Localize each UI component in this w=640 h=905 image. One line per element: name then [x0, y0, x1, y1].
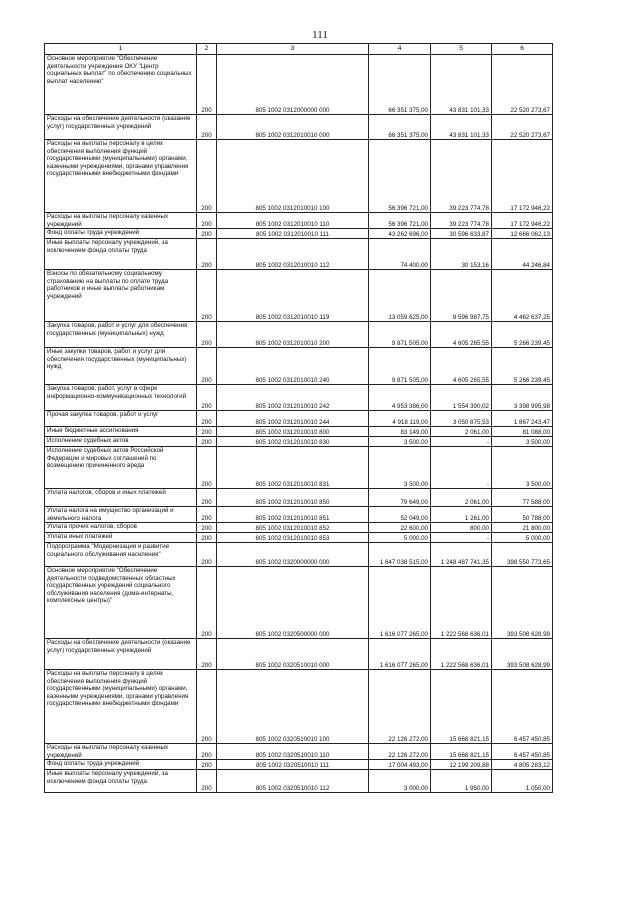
table-row — [45, 229, 553, 239]
row-line-code: 200 — [197, 543, 217, 567]
table-row — [45, 543, 553, 567]
row-name: Расходы на выплаты персоналу казенных учреждений — [45, 744, 197, 760]
row-budget-code: 805 1002 0312010010 851 — [217, 507, 369, 523]
row-budget-code: 805 1002 0320510010 000 — [217, 639, 369, 670]
row-executed: 1 222 568 636,01 — [431, 639, 492, 670]
row-line-code: 200 — [197, 533, 217, 543]
table-row — [45, 140, 553, 213]
row-approved: 1 647 038 515,00 — [369, 543, 431, 567]
table-row — [45, 533, 553, 543]
table-row — [45, 639, 553, 670]
row-line-code: 200 — [197, 213, 217, 229]
row-budget-code: 805 1002 0320510010 100 — [217, 670, 369, 744]
row-line-code: 200 — [197, 427, 217, 437]
table-row — [45, 213, 553, 229]
row-name: Взносы по обязательному социальному страхованию на выплаты по оплате труда работников и иные выплаты работникам учреждений — [45, 270, 197, 322]
row-budget-code: 805 1002 0312010010 200 — [217, 322, 369, 348]
row-budget-code: 805 1002 0312010010 830 — [217, 437, 369, 447]
row-name: Основное мероприятие "Обеспечение деятельности подведомственных областных государственных учреждений социального обслуживания населения (дома-интернаты, комплексные центры)" — [45, 567, 197, 639]
row-line-code: 200 — [197, 489, 217, 507]
row-name: Уплата иных платежей — [45, 533, 197, 543]
row-approved: 56 396 721,00 — [369, 140, 431, 213]
row-line-code: 200 — [197, 55, 217, 115]
row-executed: 8 596 987,75 — [431, 270, 492, 322]
row-line-code: 200 — [197, 567, 217, 639]
row-line-code: 200 — [197, 523, 217, 533]
row-executed: 43 831 101,33 — [431, 115, 492, 140]
row-unexecuted: 22 520 273,67 — [492, 115, 553, 140]
row-line-code: 200 — [197, 270, 217, 322]
row-approved: 4 953 386,00 — [369, 385, 431, 411]
row-unexecuted: 4 805 283,12 — [492, 760, 553, 770]
column-header: 6 — [492, 44, 553, 55]
row-approved: 74 400,00 — [369, 239, 431, 270]
table-row — [45, 507, 553, 523]
row-line-code: 200 — [197, 447, 217, 489]
row-approved: 66 351 375,00 — [369, 55, 431, 115]
row-budget-code: 805 1002 0312010010 853 — [217, 533, 369, 543]
row-line-code: 200 — [197, 744, 217, 760]
row-unexecuted: 3 500,00 — [492, 437, 553, 447]
row-name: Закупка товаров, работ и услуг для обеспечения государственных (муниципальных) нужд — [45, 322, 197, 348]
table-row — [45, 760, 553, 770]
row-line-code: 200 — [197, 437, 217, 447]
row-name: Иные бюджетные ассигнования — [45, 427, 197, 437]
row-budget-code: 805 1002 0312010010 100 — [217, 140, 369, 213]
row-line-code: 200 — [197, 348, 217, 385]
row-executed: 30 596 633,87 — [431, 229, 492, 239]
row-name: Подпрограмма "Модернизация и развитие социального обслуживания населения" — [45, 543, 197, 567]
row-name: Расходы на обеспечение деятельности (оказание услуг) государственных учреждений — [45, 115, 197, 140]
row-budget-code: 805 1002 0312010010 244 — [217, 411, 369, 427]
budget-execution-table — [44, 43, 553, 793]
row-name: Иные закупки товаров, работ и услуг для обеспечения государственных (муниципальных) нужд — [45, 348, 197, 385]
row-executed: 1 248 487 741,35 — [431, 543, 492, 567]
table-row — [45, 437, 553, 447]
row-unexecuted: 44 246,84 — [492, 239, 553, 270]
table-body — [45, 55, 553, 793]
table-row — [45, 322, 553, 348]
row-approved: 22 126 272,00 — [369, 744, 431, 760]
table-row — [45, 115, 553, 140]
row-executed: 1 222 568 636,01 — [431, 567, 492, 639]
row-line-code: 200 — [197, 760, 217, 770]
table-row — [45, 670, 553, 744]
row-executed: 4 605 265,55 — [431, 322, 492, 348]
row-unexecuted: 17 172 946,22 — [492, 140, 553, 213]
row-unexecuted: 22 520 273,67 — [492, 55, 553, 115]
column-header: 4 — [369, 44, 431, 55]
row-budget-code: 805 1002 0320510010 112 — [217, 770, 369, 793]
row-budget-code: 805 1002 0312010010 111 — [217, 229, 369, 239]
row-line-code: 200 — [197, 670, 217, 744]
row-executed: 3 050 875,53 — [431, 411, 492, 427]
row-name: Основное мероприятие "Обеспечение деятельности учреждения ОКУ "Центр социальных выплат" по обеспечению социальных выплат населению" — [45, 55, 197, 115]
table-row — [45, 567, 553, 639]
row-approved: 3 500,00 — [369, 437, 431, 447]
header-row — [45, 44, 553, 55]
table-row — [45, 770, 553, 793]
row-name: Уплата налога на имущество организаций и земельного налога — [45, 507, 197, 523]
row-unexecuted: 393 508 628,99 — [492, 567, 553, 639]
row-name: Иные выплаты персоналу учреждений, за исключением фонда оплаты труда — [45, 770, 197, 793]
row-name: Расходы на выплаты персоналу в целях обеспечения выполнения функций государственными (муниципальными) органами, казенными учреждениями, органами управления государственными внебюджетными фондами — [45, 670, 197, 744]
row-unexecuted: 21 800,00 — [492, 523, 553, 533]
row-executed: 15 668 821,15 — [431, 670, 492, 744]
table-row — [45, 239, 553, 270]
row-executed: 800,00 — [431, 523, 492, 533]
row-approved: 3 500,00 — [369, 447, 431, 489]
row-approved: 4 918 119,00 — [369, 411, 431, 427]
row-unexecuted: 4 462 637,25 — [492, 270, 553, 322]
row-approved: 5 000,00 — [369, 533, 431, 543]
row-name: Фонд оплаты труда учреждений — [45, 760, 197, 770]
row-executed: 1 261,00 — [431, 507, 492, 523]
column-header: 1 — [45, 44, 197, 55]
row-budget-code: 805 1002 0312010010 242 — [217, 385, 369, 411]
row-executed: 2 061,00 — [431, 427, 492, 437]
row-executed: - — [431, 447, 492, 489]
row-budget-code: 805 1002 0312010010 240 — [217, 348, 369, 385]
row-approved: 22 126 272,00 — [369, 670, 431, 744]
row-name: Иные выплаты персоналу учреждений, за исключением фонда оплаты труда — [45, 239, 197, 270]
row-unexecuted: 1 867 243,47 — [492, 411, 553, 427]
row-executed: - — [431, 533, 492, 543]
table-row — [45, 348, 553, 385]
table-row — [45, 744, 553, 760]
row-budget-code: 805 1002 0320500000 000 — [217, 567, 369, 639]
row-line-code: 200 — [197, 770, 217, 793]
table-row — [45, 427, 553, 437]
row-approved: 22 600,00 — [369, 523, 431, 533]
row-approved: 9 871 505,00 — [369, 322, 431, 348]
table-row — [45, 523, 553, 533]
row-executed: 39 223 774,78 — [431, 213, 492, 229]
row-unexecuted: 6 457 450,85 — [492, 744, 553, 760]
row-line-code: 200 — [197, 229, 217, 239]
column-header: 3 — [217, 44, 369, 55]
row-line-code: 200 — [197, 385, 217, 411]
row-line-code: 200 — [197, 411, 217, 427]
column-header: 5 — [431, 44, 492, 55]
row-name: Расходы на выплаты персоналу в целях обеспечения выполнения функций государственными (муниципальными) органами, казенными учреждениями, органами управления государственными внебюджетными фондами — [45, 140, 197, 213]
row-budget-code: 805 1002 0312010010 831 — [217, 447, 369, 489]
row-executed: 1 950,00 — [431, 770, 492, 793]
row-budget-code: 805 1002 0320000000 000 — [217, 543, 369, 567]
row-approved: 9 871 505,00 — [369, 348, 431, 385]
row-executed: 12 199 209,88 — [431, 760, 492, 770]
table-row — [45, 55, 553, 115]
row-executed: 15 668 821,15 — [431, 744, 492, 760]
table-row — [45, 447, 553, 489]
row-line-code: 200 — [197, 639, 217, 670]
row-approved: 17 004 493,00 — [369, 760, 431, 770]
table-row — [45, 385, 553, 411]
row-budget-code: 805 1002 0320510010 111 — [217, 760, 369, 770]
row-unexecuted: 398 550 773,65 — [492, 543, 553, 567]
row-executed: 30 153,16 — [431, 239, 492, 270]
row-budget-code: 805 1002 0312010010 000 — [217, 115, 369, 140]
row-executed: 1 554 390,02 — [431, 385, 492, 411]
row-unexecuted: 393 508 628,99 — [492, 639, 553, 670]
row-approved: 79 649,00 — [369, 489, 431, 507]
row-name: Расходы на выплаты персоналу казенных учреждений — [45, 213, 197, 229]
row-approved: 3 000,00 — [369, 770, 431, 793]
row-line-code: 200 — [197, 322, 217, 348]
row-unexecuted: 5 266 239,45 — [492, 348, 553, 385]
row-name: Исполнение судебных актов Российской Федерации и мировых соглашений по возмещению причиненного вреда — [45, 447, 197, 489]
row-unexecuted: 1 050,00 — [492, 770, 553, 793]
row-approved: 66 351 375,00 — [369, 115, 431, 140]
row-approved: 43 262 696,00 — [369, 229, 431, 239]
row-budget-code: 805 1002 0312010010 800 — [217, 427, 369, 437]
row-executed: 43 831 101,33 — [431, 55, 492, 115]
row-line-code: 200 — [197, 507, 217, 523]
row-approved: 52 049,00 — [369, 507, 431, 523]
row-line-code: 200 — [197, 140, 217, 213]
row-approved: 83 149,00 — [369, 427, 431, 437]
row-approved: 1 616 077 265,00 — [369, 639, 431, 670]
row-budget-code: 805 1002 0312010010 852 — [217, 523, 369, 533]
row-executed: 4 605 265,55 — [431, 348, 492, 385]
row-executed: 39 223 774,78 — [431, 140, 492, 213]
row-budget-code: 805 1002 0312010010 850 — [217, 489, 369, 507]
row-budget-code: 805 1002 0312000000 000 — [217, 55, 369, 115]
page-number: 111 — [312, 29, 328, 41]
row-budget-code: 805 1002 0312010010 112 — [217, 239, 369, 270]
row-line-code: 200 — [197, 115, 217, 140]
row-unexecuted: 6 457 450,85 — [492, 670, 553, 744]
row-unexecuted: 5 266 239,45 — [492, 322, 553, 348]
row-unexecuted: 5 000,00 — [492, 533, 553, 543]
row-approved: 56 396 721,00 — [369, 213, 431, 229]
row-name: Уплата налогов, сборов и иных платежей — [45, 489, 197, 507]
row-name: Исполнение судебных актов — [45, 437, 197, 447]
row-unexecuted: 50 788,00 — [492, 507, 553, 523]
row-name: Прочая закупка товаров, работ и услуг — [45, 411, 197, 427]
row-unexecuted: 17 172 946,22 — [492, 213, 553, 229]
row-approved: 1 616 077 265,00 — [369, 567, 431, 639]
row-name: Закупка товаров, работ, услуг в сфере информационно-коммуникационных технологий — [45, 385, 197, 411]
row-name: Расходы на обеспечение деятельности (оказание услуг) государственных учреждений — [45, 639, 197, 670]
row-budget-code: 805 1002 0320510010 110 — [217, 744, 369, 760]
row-executed: - — [431, 437, 492, 447]
row-budget-code: 805 1002 0312010010 119 — [217, 270, 369, 322]
row-unexecuted: 12 666 062,13 — [492, 229, 553, 239]
row-name: Уплата прочих налогов, сборов — [45, 523, 197, 533]
row-budget-code: 805 1002 0312010010 110 — [217, 213, 369, 229]
row-approved: 13 059 625,00 — [369, 270, 431, 322]
row-line-code: 200 — [197, 239, 217, 270]
row-unexecuted: 3 500,00 — [492, 447, 553, 489]
table-row — [45, 411, 553, 427]
row-unexecuted: 77 588,00 — [492, 489, 553, 507]
column-header: 2 — [197, 44, 217, 55]
row-name: Фонд оплаты труда учреждений — [45, 229, 197, 239]
row-unexecuted: 3 398 995,98 — [492, 385, 553, 411]
row-executed: 2 061,00 — [431, 489, 492, 507]
table-row — [45, 489, 553, 507]
table-row — [45, 270, 553, 322]
row-unexecuted: 81 088,00 — [492, 427, 553, 437]
